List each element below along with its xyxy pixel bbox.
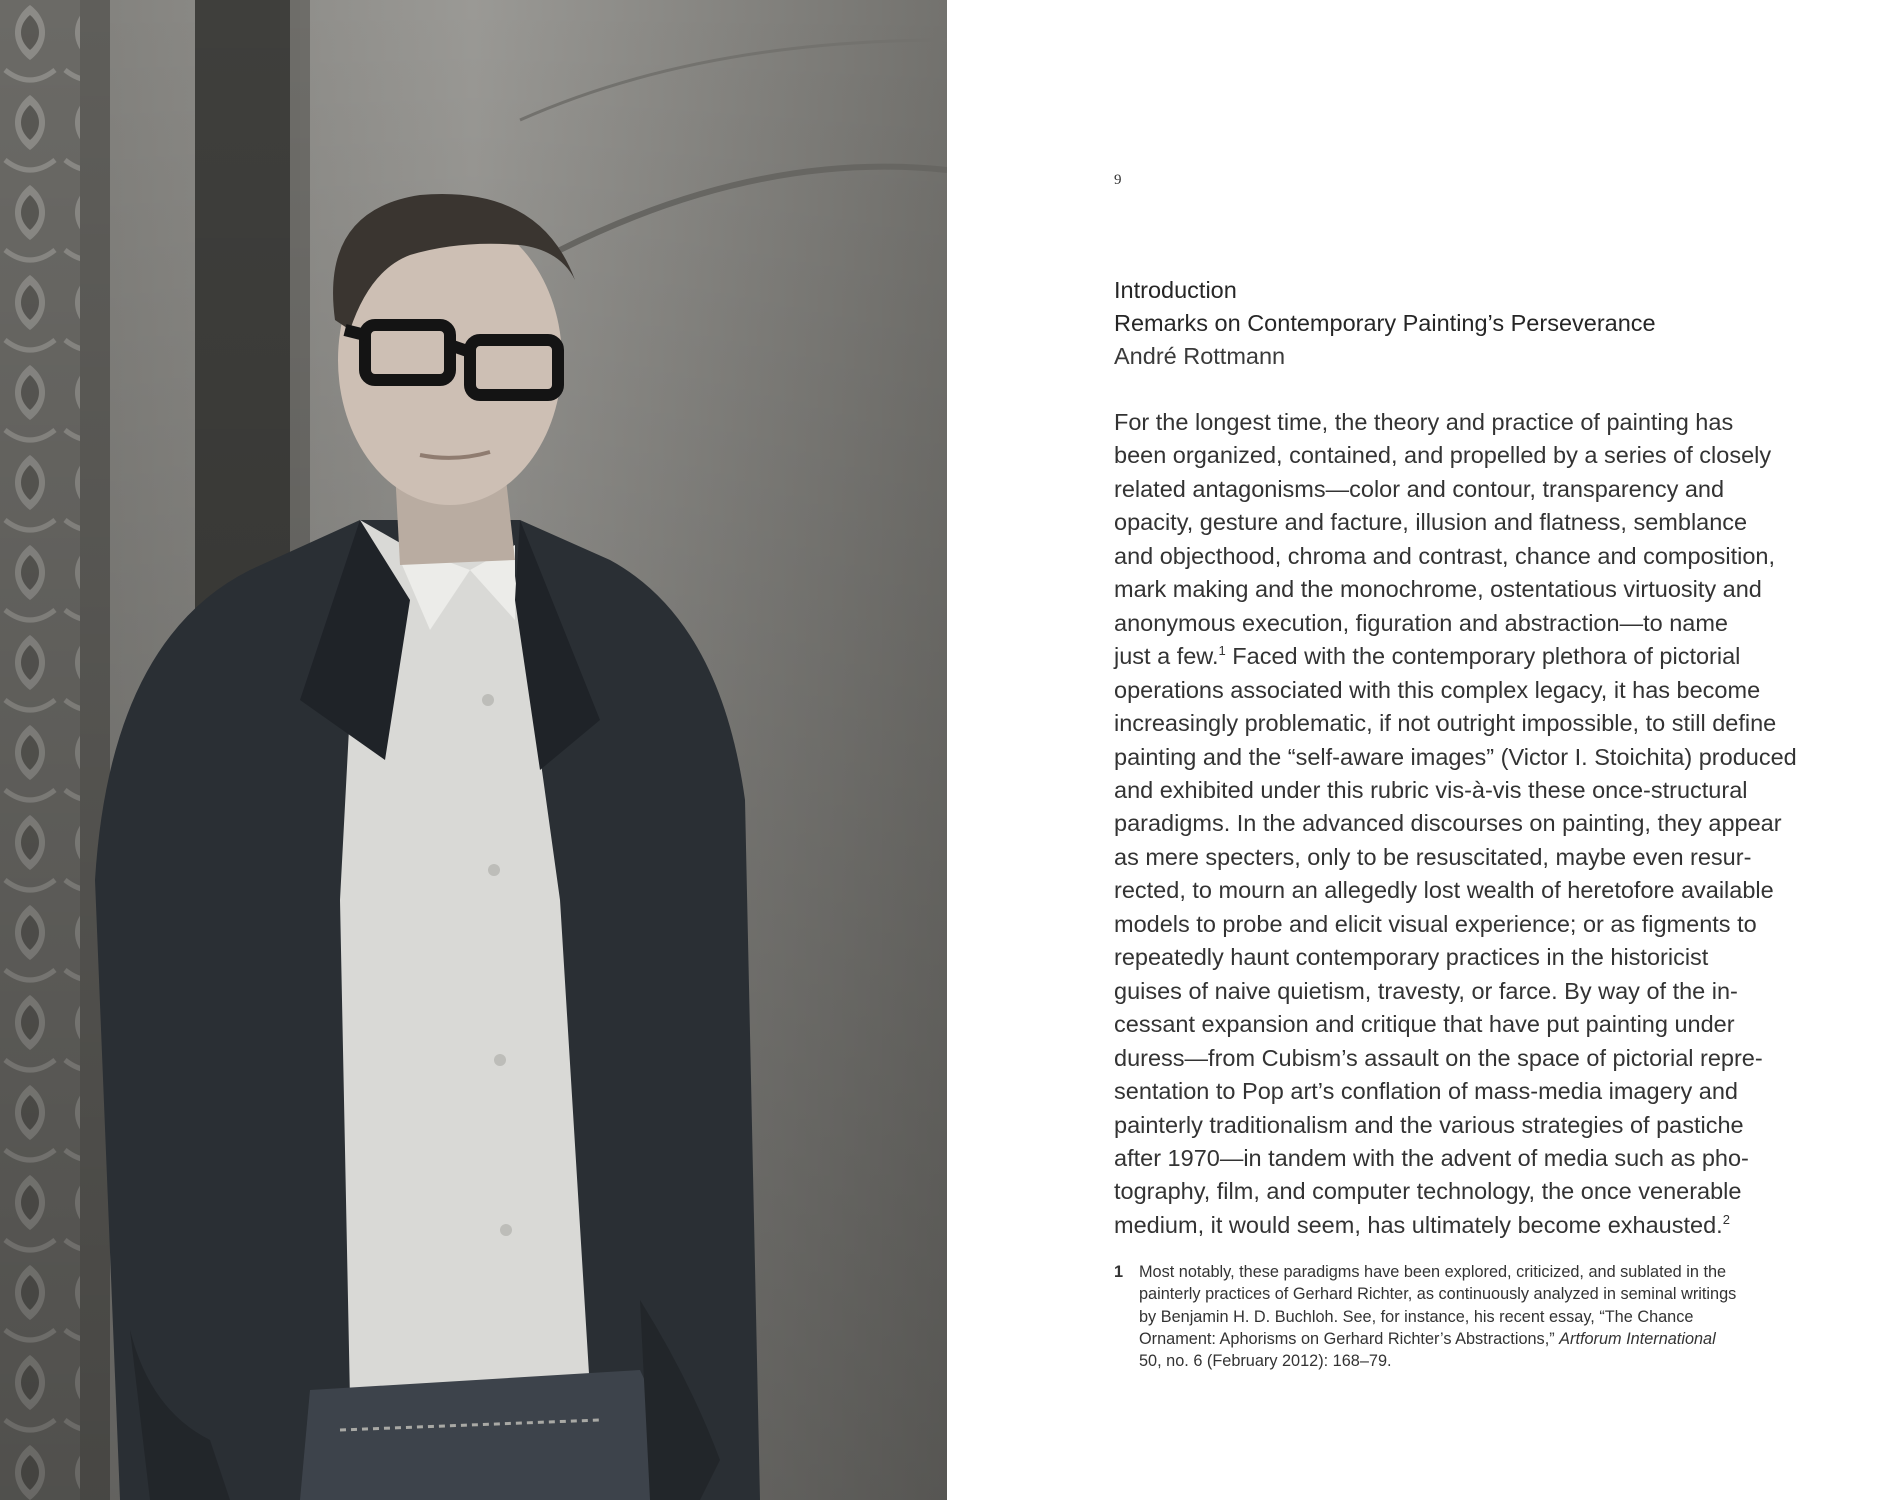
footnote-line: [1139, 1328, 1799, 1350]
body-paragraph: [1114, 406, 1797, 1242]
author-name: André Rottmann: [1114, 343, 1286, 369]
body-line: operations associated with this complex legacy, it has become: [1114, 676, 1761, 703]
footnote-line-start: Ornament: Aphorisms on Gerhard Richter’s Abstractions,”: [1139, 1329, 1560, 1348]
footnote-line: 50, no. 6 (February 2012): 168–79.: [1139, 1352, 1392, 1371]
body-line: been organized, contained, and propelled by a series of closely: [1114, 442, 1772, 469]
footnote-line: painterly practices of Gerhard Richter, as continuously analyzed in seminal writings: [1139, 1285, 1737, 1304]
footnote-number: 1: [1114, 1263, 1124, 1281]
footnote-text: [1139, 1261, 1799, 1372]
body-line: as mere specters, only to be resuscitated, maybe even resur-: [1114, 843, 1752, 870]
body-line-start: just a few.: [1114, 643, 1219, 670]
footnote-line: Most notably, these paradigms have been explored, criticized, and sublated in the: [1139, 1263, 1727, 1281]
section-label: Introduction: [1114, 277, 1237, 303]
body-line: [1114, 1209, 1794, 1242]
body-line: increasingly problematic, if not outright impossible, to still define: [1114, 710, 1777, 737]
chapter-title: Remarks on Contemporary Painting’s Perseverance: [1114, 310, 1656, 336]
body-line: repeatedly haunt contemporary practices in the historicist: [1114, 944, 1709, 971]
body-line: cessant expansion and critique that have put painting under: [1114, 1011, 1735, 1038]
footnote-line: by Benjamin H. D. Buchloh. See, for instance, his recent essay, “The Chance: [1139, 1307, 1694, 1326]
body-line: tography, film, and computer technology, the once venerable: [1114, 1178, 1742, 1205]
body-line: mark making and the monochrome, ostentatious virtuosity and: [1114, 576, 1762, 603]
body-line: and objecthood, chroma and contrast, chance and composition,: [1114, 542, 1776, 569]
page-number: 9: [1114, 172, 1122, 188]
body-line: duress—from Cubism’s assault on the space of pictorial repre-: [1114, 1044, 1763, 1071]
body-line-rest: Faced with the contemporary plethora of pictorial: [1225, 643, 1741, 670]
body-line: [1114, 640, 1794, 673]
body-line: opacity, gesture and facture, illusion and flatness, semblance: [1114, 509, 1748, 536]
body-line: after 1970—in tandem with the advent of media such as pho-: [1114, 1144, 1749, 1171]
body-line: guises of naive quietism, travesty, or farce. By way of the in-: [1114, 977, 1738, 1004]
footnote-ref-1[interactable]: 1: [1218, 643, 1226, 659]
text-page: [947, 0, 1894, 1500]
body-line: models to probe and elicit visual experience; or as figments to: [1114, 910, 1757, 937]
body-line: painting and the “self-aware images” (Victor I. Stoichita) produced: [1114, 743, 1797, 770]
body-line: related antagonisms—color and contour, transparency and: [1114, 475, 1725, 502]
chapter-heading: [1114, 274, 1794, 373]
footnote-ref-2[interactable]: 2: [1722, 1211, 1730, 1227]
body-line: rected, to mourn an allegedly lost wealth of heretofore available: [1114, 877, 1774, 904]
body-line: and exhibited under this rubric vis-à-vis these once-structural: [1114, 776, 1748, 803]
journal-title: Artforum International: [1559, 1329, 1716, 1348]
body-line: anonymous execution, figuration and abstraction—to name: [1114, 609, 1728, 636]
jeans: [300, 1370, 700, 1500]
body-line: For the longest time, the theory and practice of painting has: [1114, 409, 1734, 435]
body-line-start: medium, it would seem, has ultimately become exhausted.: [1114, 1211, 1723, 1238]
body-line: paradigms. In the advanced discourses on painting, they appear: [1114, 810, 1782, 837]
body-line: painterly traditionalism and the various strategies of pastiche: [1114, 1111, 1744, 1138]
body-line: sentation to Pop art’s conflation of mass-media imagery and: [1114, 1078, 1738, 1105]
